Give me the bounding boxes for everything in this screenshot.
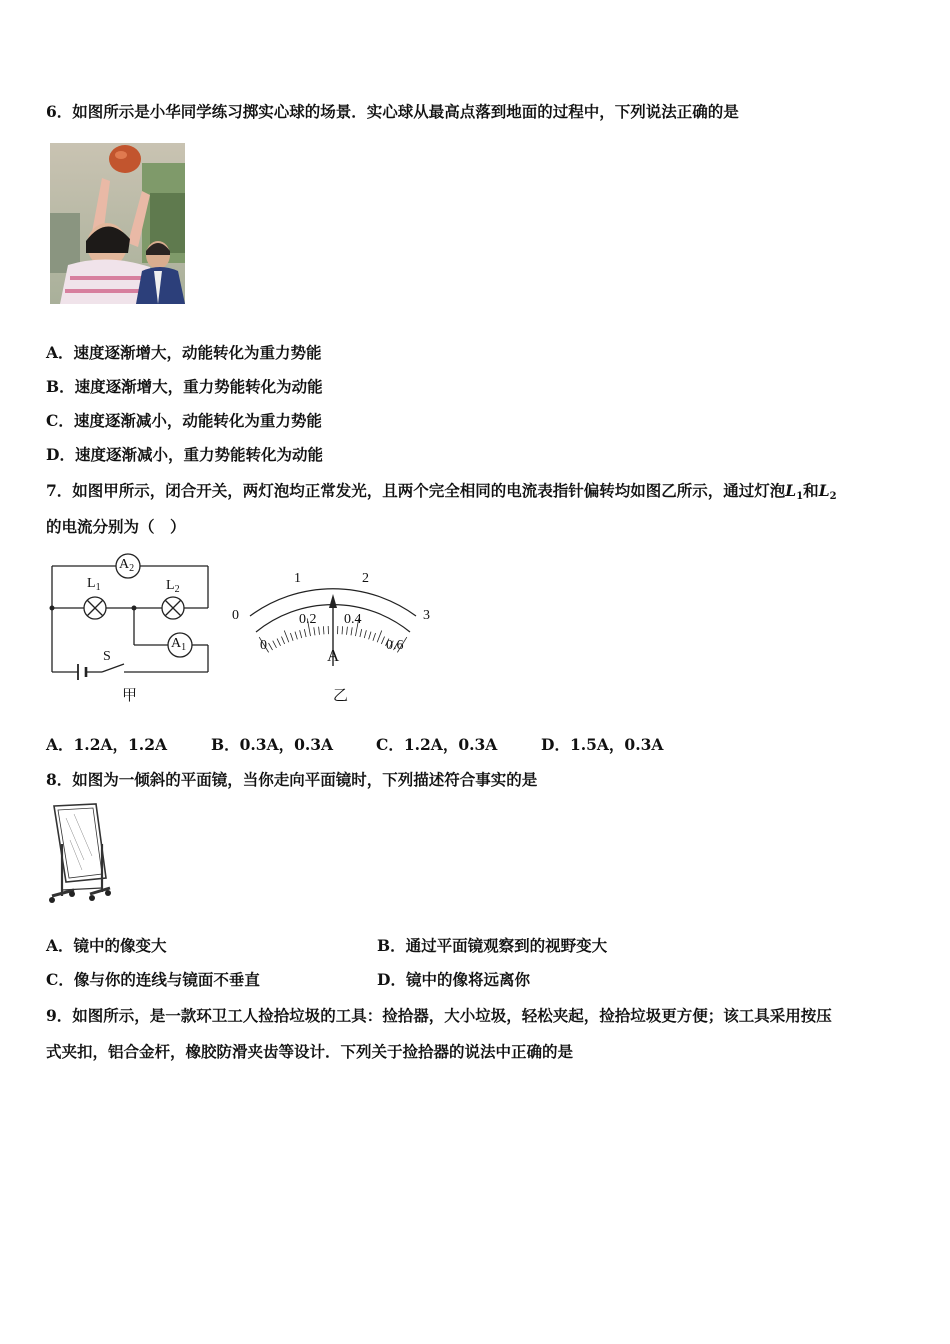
dial-tick [304, 629, 306, 637]
dial-tick [369, 632, 371, 640]
q9-stem-line2: 式夹扣，铝合金杆，橡胶防滑夹齿等设计．下列关于捡拾器的说法中正确的是 [46, 1042, 574, 1061]
ammeter-dial [228, 566, 438, 706]
circuit-diagram [40, 548, 220, 708]
lamp-l2-label: $L_2$ [166, 578, 180, 595]
dial-tick [273, 641, 277, 648]
dial-bottom-0.6: 0.6 [386, 638, 404, 653]
q8-option-d[interactable]: D．镜中的像将远离你 [377, 970, 530, 989]
q6-option-c[interactable]: C．速度逐渐减小，动能转化为重力势能 [46, 411, 322, 430]
circuit-caption: 甲 [122, 688, 138, 704]
q7-stem-line2: 的电流分别为（ ） [46, 517, 186, 536]
switch-label: S [103, 649, 111, 664]
dial-tick [269, 643, 273, 650]
lamp-l1-label: $L_1$ [87, 576, 101, 593]
dial-bottom-0: 0 [260, 638, 267, 653]
q8-stem: 8．如图为一倾斜的平面镜，当你走向平面镜时，下列描述符合事实的是 [46, 770, 538, 789]
dial-tick [360, 629, 362, 637]
q7-l1-sub: 1 [796, 491, 804, 502]
q7-l1-symbol: L [785, 481, 797, 500]
q7-option-b[interactable]: B．0.3A，0.3A [211, 735, 334, 754]
dial-tick [290, 633, 293, 641]
dial-tick [314, 627, 315, 635]
dial-top-2: 2 [362, 571, 369, 586]
q6-option-d[interactable]: D．速度逐渐减小，重力势能转化为动能 [46, 445, 323, 464]
q7-l2-sub: 2 [829, 491, 837, 502]
dial-tick [284, 631, 289, 643]
q6-option-a[interactable]: A．速度逐渐增大，动能转化为重力势能 [46, 343, 322, 362]
q9-stem-line1: 9．如图所示，是一款环卫工人捡拾垃圾的工具：捡拾器，大小垃圾，轻松夹起，捡拾垃圾更方便；该工具采用按压 [46, 1006, 832, 1025]
dial-top-3: 3 [423, 608, 430, 623]
shot-put-photo [50, 143, 185, 304]
q7-option-d[interactable]: D．1.5A，0.3A [541, 735, 664, 754]
q7-stem-text: 7．如图甲所示，闭合开关，两灯泡均正常发光，且两个完全相同的电流表指针偏转均如图乙所示，通过灯泡 [46, 481, 786, 500]
dial-tick [300, 630, 302, 638]
dial-unit: A [327, 646, 340, 665]
ammeter-a2-label: $A_2$ [119, 557, 135, 574]
q7-l2-symbol: L [818, 481, 830, 500]
dial-tick [351, 627, 352, 635]
q7-option-a[interactable]: A．1.2A，1.2A [46, 735, 168, 754]
dial-bottom-0.4: 0.4 [344, 612, 362, 627]
dial-tick [364, 630, 366, 638]
dial-tick [319, 627, 320, 635]
q7-stem-line1 [46, 481, 837, 507]
dial-caption: 乙 [333, 688, 349, 704]
ammeter-a1-label: $A_1$ [171, 636, 187, 653]
dial-tick [277, 639, 280, 646]
dial-tick [295, 632, 297, 640]
q8-option-b[interactable]: B．通过平面镜观察到的视野变大 [377, 936, 608, 955]
tilted-mirror-figure [44, 800, 114, 912]
q7-option-c[interactable]: C．1.2A，0.3A [376, 735, 498, 754]
dial-tick [377, 631, 382, 643]
dial-top-1: 1 [294, 571, 301, 586]
q7-and: 和 [803, 481, 819, 500]
dial-tick [281, 637, 284, 644]
q8-option-c[interactable]: C．像与你的连线与镜面不垂直 [46, 970, 260, 989]
dial-bottom-0.2: 0.2 [299, 612, 317, 627]
dial-tick [381, 637, 384, 644]
q6-stem: 6．如图所示是小华同学练习掷实心球的场景．实心球从最高点落到地面的过程中，下列说法正确的是 [46, 102, 739, 121]
dial-tick [323, 626, 324, 634]
dial-tick [373, 633, 376, 641]
dial-top-0: 0 [232, 608, 239, 623]
q8-option-a[interactable]: A．镜中的像变大 [46, 936, 167, 955]
q6-option-b[interactable]: B．速度逐渐增大，重力势能转化为动能 [46, 377, 323, 396]
dial-tick [342, 626, 343, 634]
